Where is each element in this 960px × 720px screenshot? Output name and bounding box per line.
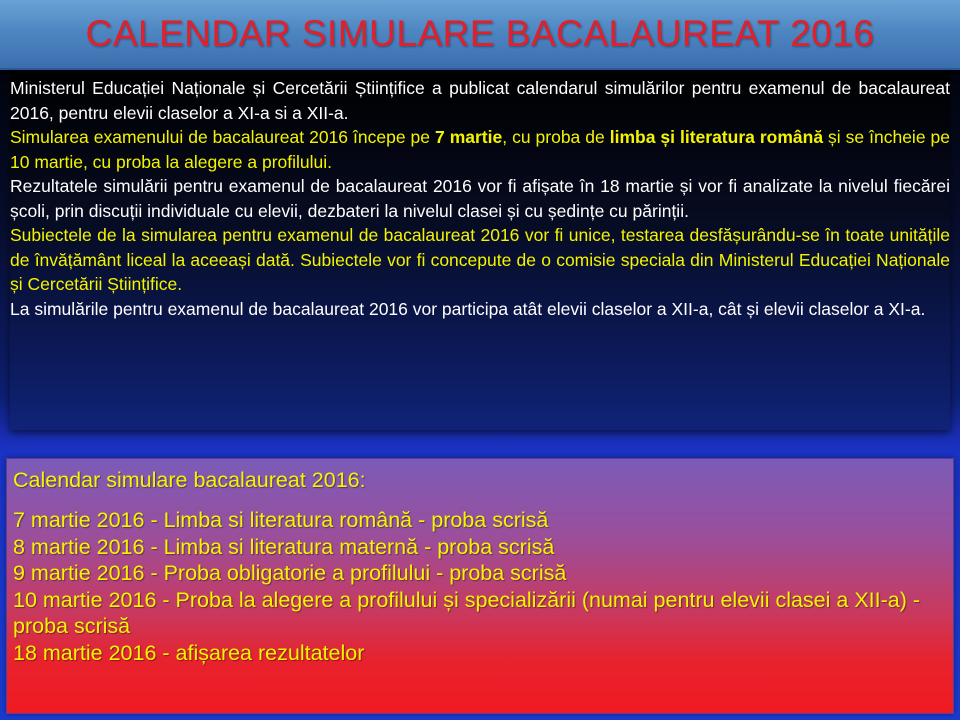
intro-p2-date: 7 martie [434,127,503,147]
intro-paragraph-2 [10,125,950,174]
calendar-heading: Calendar simulare bacalaureat 2016: [13,468,366,492]
page-title: CALENDAR SIMULARE BACALAUREAT 2016 [85,13,875,54]
intro-paragraph-5: La simulările pentru examenul de bacalaureat 2016 vor participa atât elevii claselor a XII-a, cât și elevii claselor a XI-a. [10,298,926,319]
intro-paragraph-3: Rezultatele simulării pentru examenul de bacalaureat 2016 vor fi afișate în 18 martie și vor fi analizate la nivelul fiecărei școli, prin discuții individuale cu elevii, dezbateri la nivelul clasei și cu ședințe cu părinții. [10,176,950,221]
intro-box [10,74,950,430]
calendar-list [13,507,947,666]
intro-p2-middle: , cu proba de [502,127,610,147]
intro-p2-after: și se încheie pe 10 martie, cu proba la alegere a profilului. [10,127,950,172]
calendar-item: 10 martie 2016 - Proba la alegere a profilului și specializării (numai pentru elevii clasei a XII-a) - proba scrisă [13,587,921,638]
calendar-item: 7 martie 2016 - Limba si literatura română - proba scrisă [13,508,549,532]
intro-p2-before: Simularea examenului de bacalaureat 2016 începe pe [10,127,435,147]
calendar-box [6,458,954,714]
calendar-item: 8 martie 2016 - Limba si literatura maternă - proba scrisă [13,534,555,559]
calendar-item: 9 martie 2016 - Proba obligatorie a profilului - proba scrisă [13,561,567,585]
intro-paragraph-4: Subiectele de la simularea pentru examenul de bacalaureat 2016 vor fi unice, testarea desfășurându-se în toate unitățile de învățământ liceal la aceeași dată. Subiectele vor fi concepute de o comisie speciala din Ministerul Educației Naționale și Cercetării Științifice. [10,225,950,294]
intro-paragraph-1: Ministerul Educației Naționale și Cercetării Științifice a publicat calendarul simulărilor pentru examenul de bacalaureat 2016, pentru elevii claselor a XI-a si a XII-a. [10,78,950,123]
intro-p2-subject: limba și literatura română [609,127,824,147]
calendar-item: 18 martie 2016 - afișarea rezultatelor [13,640,365,665]
title-bar [0,0,960,70]
